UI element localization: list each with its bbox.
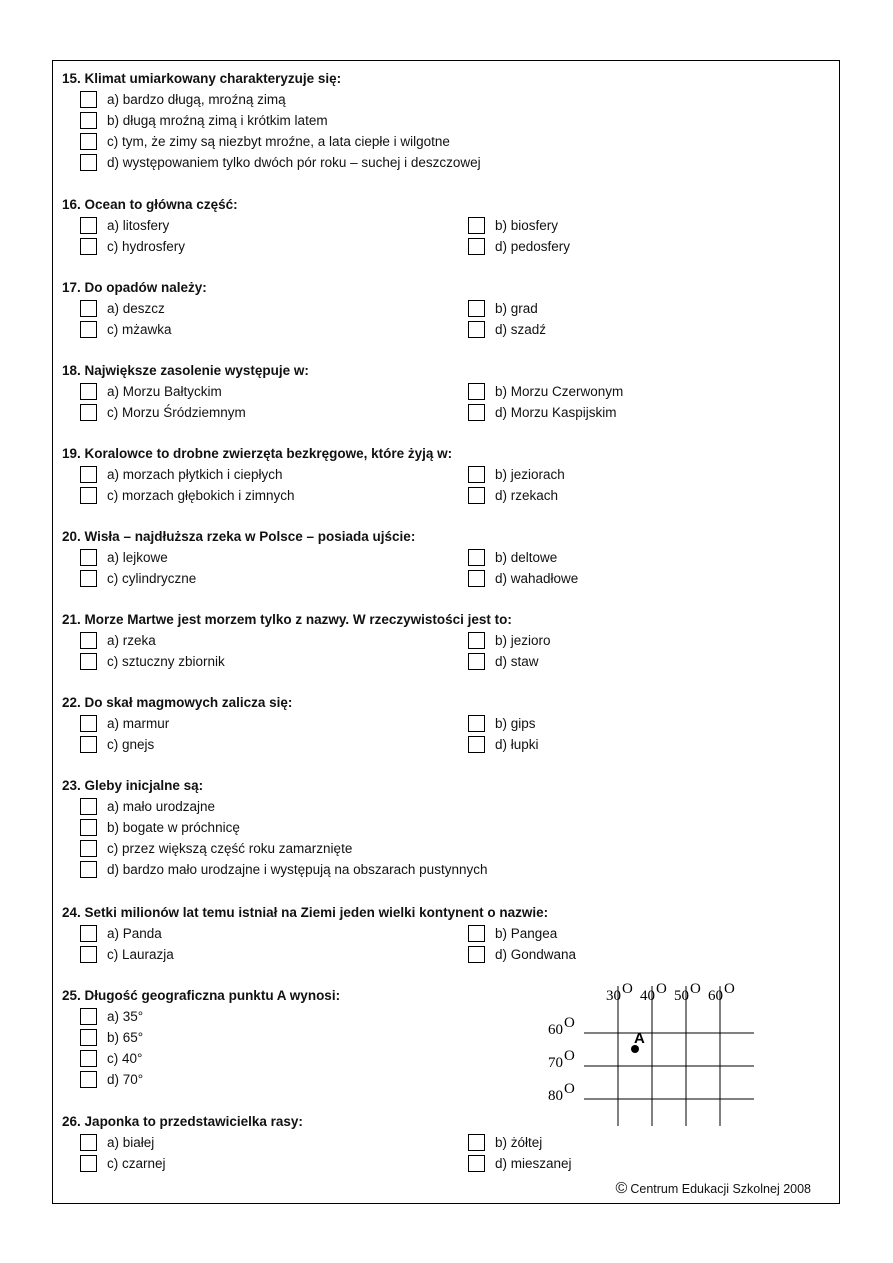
answer-checkbox[interactable] [468,946,485,963]
answer-label: c) hydrosfery [107,238,186,254]
degree-mark: O [622,982,633,997]
question-number: 23. [62,778,81,793]
answer-checkbox[interactable] [80,632,97,649]
answer-option[interactable] [80,1028,143,1046]
answer-option[interactable] [80,133,450,151]
answer-checkbox[interactable] [468,238,485,255]
question-text: Klimat umiarkowany charakteryzuje się: [84,71,342,86]
answer-label: a) Morzu Bałtyckim [107,383,222,399]
answer-label: b) 65° [107,1029,144,1045]
question-25-title [62,988,340,1004]
answer-checkbox[interactable] [80,736,97,753]
question-number: 17. [62,280,81,295]
copyright-icon: © [615,1180,628,1197]
question-number: 18. [62,363,81,378]
answer-option[interactable] [80,818,240,836]
answer-option[interactable] [80,631,156,649]
answer-label: c) Morzu Śródziemnym [107,404,246,420]
answer-checkbox[interactable] [468,570,485,587]
answer-label: a) lejkowe [107,549,168,565]
answer-option[interactable] [80,861,487,879]
answer-option[interactable] [80,1050,142,1068]
answer-checkbox[interactable] [80,653,97,670]
answer-checkbox[interactable] [468,300,485,317]
answer-label: b) deltowe [495,549,558,565]
answer-option[interactable] [80,945,174,963]
answer-option[interactable] [80,90,286,108]
answer-label: a) rzeka [107,632,156,648]
answer-label: d) rzekach [495,487,559,503]
answer-checkbox[interactable] [80,404,97,421]
answer-option[interactable] [468,945,576,963]
answer-checkbox[interactable] [468,1155,485,1172]
answer-label: d) mieszanej [495,1155,572,1171]
answer-checkbox[interactable] [468,925,485,942]
question-text: Gleby inicjalne są: [84,778,204,793]
copyright-text: Centrum Edukacji Szkolnej 2008 [630,1182,811,1196]
answer-checkbox[interactable] [468,487,485,504]
answer-option[interactable] [80,714,169,732]
answer-label: b) bogate w próchnicę [107,819,240,835]
answer-label: d) wahadłowe [495,570,579,586]
answer-option[interactable] [468,548,557,566]
answer-label: b) gips [495,715,536,731]
answer-checkbox[interactable] [468,404,485,421]
answer-option[interactable] [80,548,168,566]
question-20-title [62,529,415,545]
answer-checkbox[interactable] [80,1155,97,1172]
answer-checkbox[interactable] [80,487,97,504]
question-text: Największe zasolenie występuje w: [84,363,309,378]
answer-label: a) deszcz [107,300,165,316]
answer-checkbox[interactable] [80,91,97,108]
longitude-label: 30 [606,988,621,1004]
answer-label: b) biosfery [495,217,559,233]
question-19-title [62,446,452,462]
answer-label: d) pedosfery [495,238,571,254]
answer-label: a) Panda [107,925,162,941]
question-text: Koralowce to drobne zwierzęta bezkręgowe, które żyją w: [84,446,453,461]
answer-option[interactable] [468,216,558,234]
answer-checkbox[interactable] [80,321,97,338]
answer-label: c) Laurazja [107,946,174,962]
answer-checkbox[interactable] [80,133,97,150]
answer-option[interactable] [80,403,246,421]
answer-label: d) łupki [495,736,539,752]
answer-label: c) czarnej [107,1155,166,1171]
answer-option[interactable] [468,320,546,338]
answer-option[interactable] [80,652,225,670]
question-24-title [62,905,548,921]
answer-label: a) litosfery [107,217,170,233]
question-23-title [62,778,203,794]
answer-option[interactable] [468,382,623,400]
answer-label: d) Morzu Kaspijskim [495,404,617,420]
answer-label: a) marmur [107,715,170,731]
answer-option[interactable] [468,1154,572,1172]
answer-label: c) tym, że zimy są niezbyt mroźne, a lata ciepłe i wilgotne [107,134,450,150]
latitude-label: 60 [548,1022,563,1038]
answer-option[interactable] [468,403,617,421]
answer-label: c) mżawka [107,321,172,337]
answer-option[interactable] [80,382,222,400]
answer-option[interactable] [80,1071,143,1089]
answer-option[interactable] [80,237,185,255]
answer-label: a) białej [107,1134,155,1150]
answer-label: a) mało urodzajne [107,798,216,814]
question-number: 19. [62,446,81,461]
latitude-label: 70 [548,1055,563,1071]
degree-mark: O [564,1081,575,1097]
answer-checkbox[interactable] [80,383,97,400]
answer-label: d) bardzo mało urodzajne i występują na obszarach pustynnych [107,862,488,878]
answer-option[interactable] [80,797,215,815]
answer-label: b) Pangea [495,925,558,941]
answer-checkbox[interactable] [80,466,97,483]
question-number: 20. [62,529,81,544]
answer-label: c) sztuczny zbiornik [107,653,225,669]
copyright [616,1180,811,1198]
answer-option[interactable] [80,154,481,172]
answer-checkbox[interactable] [468,715,485,732]
answer-checkbox[interactable] [468,217,485,234]
coordinate-grid-figure [540,982,770,1132]
question-text: Wisła – najdłuższa rzeka w Polsce – posiada ujście: [84,529,416,544]
answer-label: c) gnejs [107,736,155,752]
answer-option[interactable] [80,569,196,587]
answer-option[interactable] [80,1133,154,1151]
answer-option[interactable] [80,1154,166,1172]
question-22-title [62,695,292,711]
answer-label: b) długą mroźną zimą i krótkim latem [107,112,328,128]
latitude-label: 80 [548,1088,563,1104]
answer-checkbox[interactable] [80,1029,97,1046]
answer-checkbox[interactable] [80,1050,97,1067]
answer-checkbox[interactable] [80,861,97,878]
answer-checkbox[interactable] [468,321,485,338]
answer-label: b) Morzu Czerwonym [495,383,624,399]
question-number: 24. [62,905,81,920]
answer-checkbox[interactable] [468,383,485,400]
answer-checkbox[interactable] [468,549,485,566]
answer-checkbox[interactable] [80,840,97,857]
answer-label: a) morzach płytkich i ciepłych [107,466,283,482]
answer-checkbox[interactable] [80,1134,97,1151]
question-26-title [62,1114,303,1130]
degree-mark: O [656,982,667,997]
answer-option[interactable] [80,320,172,338]
answer-label: d) występowaniem tylko dwóch pór roku – suchej i deszczowej [107,155,481,171]
question-number: 22. [62,695,81,710]
answer-checkbox[interactable] [80,154,97,171]
question-number: 16. [62,197,81,212]
question-17-title [62,280,207,296]
answer-option[interactable] [468,631,551,649]
answer-option[interactable] [80,486,295,504]
answer-checkbox[interactable] [80,946,97,963]
answer-checkbox[interactable] [468,466,485,483]
answer-option[interactable] [80,1007,143,1025]
question-number: 25. [62,988,81,1003]
answer-checkbox[interactable] [468,1134,485,1151]
longitude-label: 40 [640,988,655,1004]
question-16-title [62,197,238,213]
answer-checkbox[interactable] [80,217,97,234]
answer-option[interactable] [468,735,539,753]
answer-option[interactable] [468,714,536,732]
answer-label: b) jeziorach [495,466,565,482]
point-a-label: A [634,1030,645,1047]
degree-mark: O [564,1015,575,1031]
question-number: 26. [62,1114,81,1129]
answer-option[interactable] [80,465,283,483]
answer-option[interactable] [80,111,328,129]
question-text: Długość geograficzna punktu A wynosi: [84,988,341,1003]
answer-checkbox[interactable] [468,736,485,753]
answer-label: d) staw [495,653,539,669]
answer-option[interactable] [468,299,538,317]
degree-mark: O [690,982,701,997]
answer-checkbox[interactable] [80,238,97,255]
answer-checkbox[interactable] [468,653,485,670]
question-text: Setki milionów lat temu istniał na Ziemi jeden wielki kontynent o nazwie: [84,905,549,920]
answer-option[interactable] [80,299,165,317]
degree-mark: O [564,1048,575,1064]
question-15-title [62,71,341,87]
answer-checkbox[interactable] [80,1008,97,1025]
question-text: Japonka to przedstawicielka rasy: [84,1114,303,1129]
answer-label: b) grad [495,300,538,316]
answer-label: d) Gondwana [495,946,577,962]
answer-label: a) 35° [107,1008,144,1024]
question-text: Ocean to główna część: [84,197,238,212]
degree-mark: O [724,982,735,997]
answer-option[interactable] [80,216,169,234]
answer-label: c) cylindryczne [107,570,197,586]
answer-checkbox[interactable] [80,300,97,317]
question-text: Do skał magmowych zalicza się: [84,695,293,710]
question-text: Morze Martwe jest morzem tylko z nazwy. W rzeczywistości jest to: [84,612,512,627]
answer-checkbox[interactable] [80,112,97,129]
answer-label: d) szadź [495,321,547,337]
question-21-title [62,612,512,628]
answer-checkbox[interactable] [80,1071,97,1088]
longitude-label: 50 [674,988,689,1004]
answer-checkbox[interactable] [80,570,97,587]
answer-option[interactable] [468,465,565,483]
answer-option[interactable] [468,569,578,587]
answer-option[interactable] [80,924,162,942]
answer-checkbox[interactable] [468,632,485,649]
question-18-title [62,363,309,379]
answer-label: b) jezioro [495,632,551,648]
answer-checkbox[interactable] [80,798,97,815]
answer-label: d) 70° [107,1072,144,1088]
answer-option[interactable] [468,1133,542,1151]
answer-label: b) żółtej [495,1134,543,1150]
answer-option[interactable] [80,840,352,858]
longitude-label: 60 [708,988,723,1004]
answer-label: c) morzach głębokich i zimnych [107,487,295,503]
answer-checkbox[interactable] [80,819,97,836]
question-number: 21. [62,612,81,627]
answer-option[interactable] [468,652,539,670]
answer-label: a) bardzo długą, mroźną zimą [107,91,286,107]
answer-label: c) 40° [107,1051,143,1067]
answer-checkbox[interactable] [80,549,97,566]
answer-option[interactable] [468,924,557,942]
answer-option[interactable] [80,735,154,753]
answer-option[interactable] [468,237,570,255]
answer-label: c) przez większą część roku zamarznięte [107,841,353,857]
answer-checkbox[interactable] [80,715,97,732]
answer-checkbox[interactable] [80,925,97,942]
question-text: Do opadów należy: [84,280,207,295]
question-number: 15. [62,71,81,86]
answer-option[interactable] [468,486,558,504]
